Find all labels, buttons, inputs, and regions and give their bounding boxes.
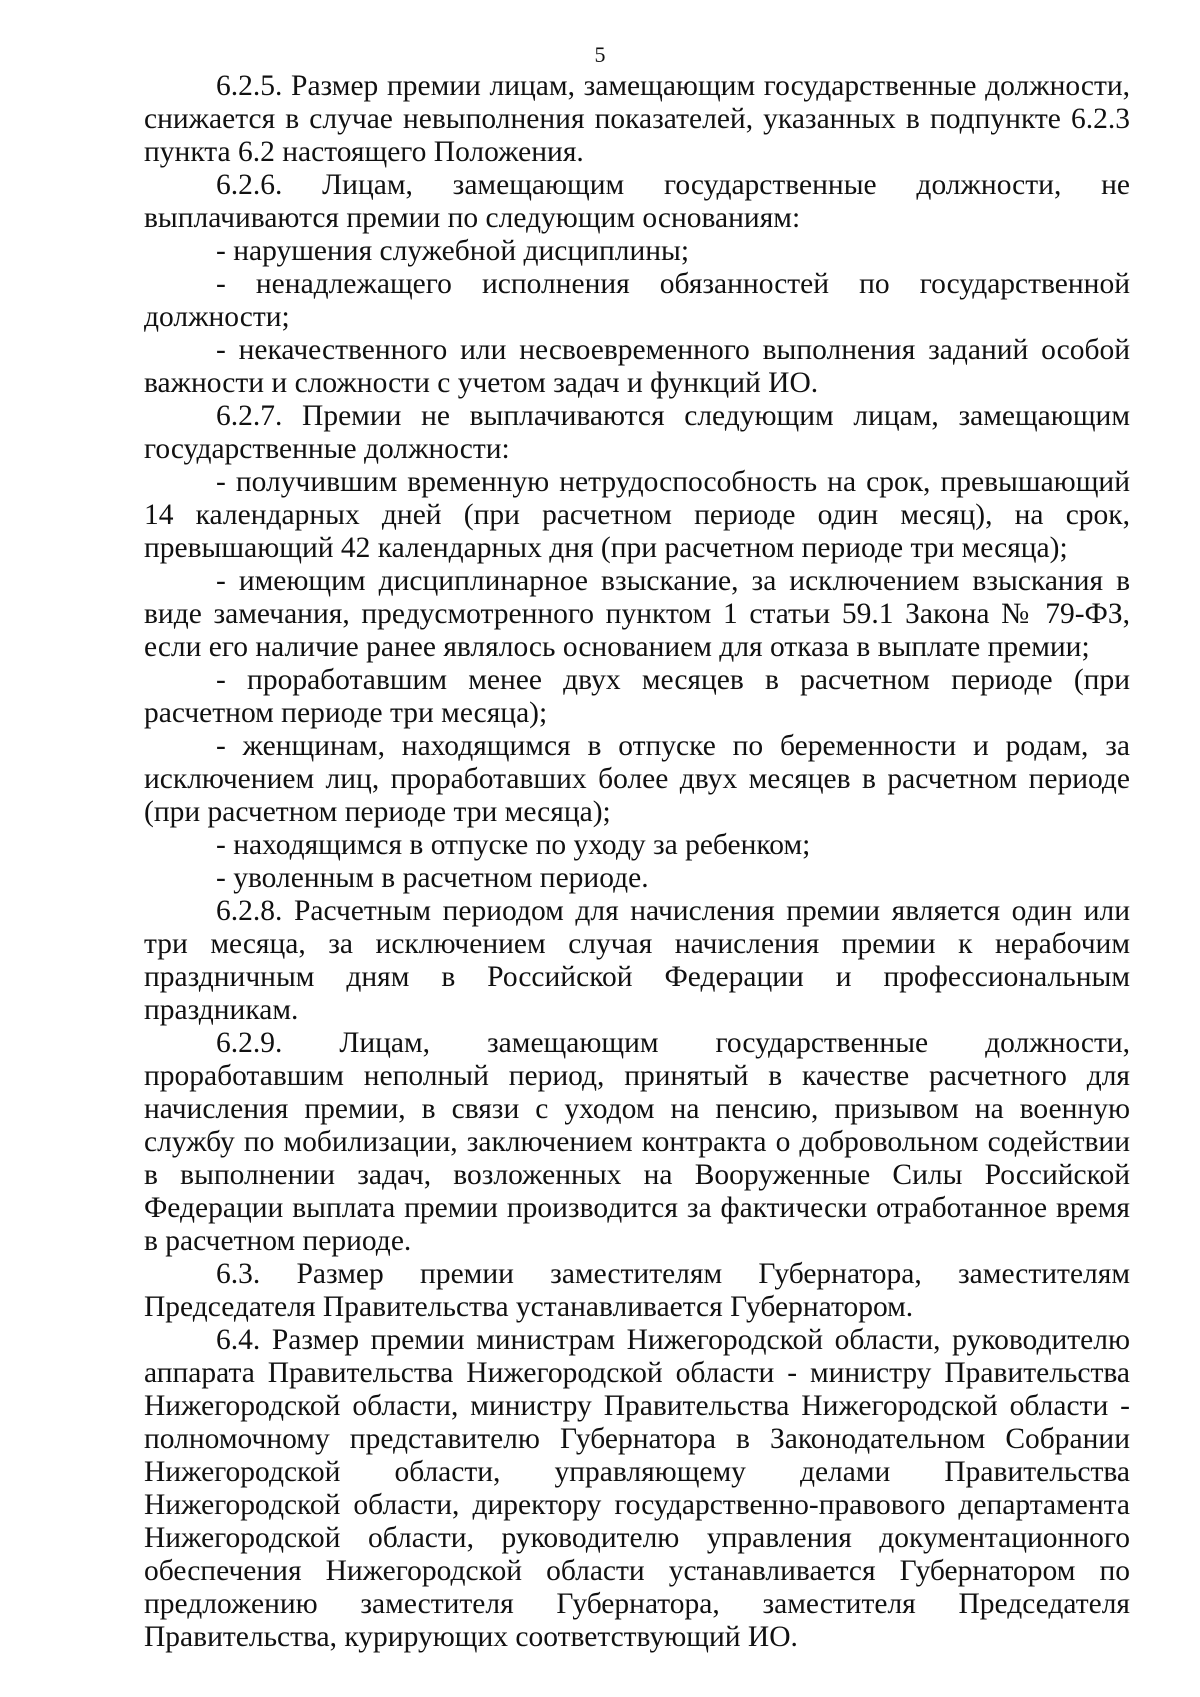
paragraph-6-2-5: 6.2.5. Размер премии лицам, замещающим государственные должности, снижается в случае невыполнения показателей, указанных в подпункте 6.2.3 пункта 6.2 настоящего Положения. (144, 70, 1130, 168)
list-item: - имеющим дисциплинарное взыскание, за исключением взыскания в виде замечания, предусмотренного пунктом 1 статьи 59.1 Закона № 79-ФЗ, если его наличие ранее являлось основанием для отказа в выплате премии; (144, 565, 1130, 663)
list-item: - ненадлежащего исполнения обязанностей по государственной должности; (144, 268, 1130, 333)
list-item: - женщинам, находящимся в отпуске по беременности и родам, за исключением лиц, проработавших более двух месяцев в расчетном периоде (при расчетном периоде три месяца); (144, 730, 1130, 828)
list-item: - некачественного или несвоевременного выполнения заданий особой важности и сложности с учетом задач и функций ИО. (144, 334, 1130, 399)
paragraph-6-3: 6.3. Размер премии заместителям Губернатора, заместителям Председателя Правительства устанавливается Губернатором. (144, 1258, 1130, 1323)
paragraph-6-2-6: 6.2.6. Лицам, замещающим государственные должности, не выплачиваются премии по следующим основаниям: (144, 169, 1130, 234)
paragraph-6-2-9: 6.2.9. Лицам, замещающим государственные должности, проработавшим неполный период, принятый в качестве расчетного для начисления премии, в связи с уходом на пенсию, призывом на военную службу по мобилизации, заключением контракта о добровольном содействии в выполнении задач, возложенных на Вооруженные Силы Российской Федерации выплата премии производится за фактически отработанное время в расчетном периоде. (144, 1027, 1130, 1257)
paragraph-6-4: 6.4. Размер премии министрам Нижегородской области, руководителю аппарата Правительства Нижегородской области - министру Правительства Нижегородской области, министру Правительства Нижегородской области - полномочному представителю Губернатора в Законодательном Собрании Нижегородской области, управляющему делами Правительства Нижегородской области, директору государственно-правового департамента Нижегородской области, руководителю управления документационного обеспечения Нижегородской области устанавливается Губернатором по предложению заместителя Губернатора, заместителя Председателя Правительства, курирующих соответствующий ИО. (144, 1324, 1130, 1653)
list-item: - находящимся в отпуске по уходу за ребенком; (216, 829, 811, 861)
list-item: - проработавшим менее двух месяцев в расчетном периоде (при расчетном периоде три месяца); (144, 664, 1130, 729)
paragraph-6-2-8: 6.2.8. Расчетным периодом для начисления премии является один или три месяца, за исключением случая начисления премии к нерабочим праздничным дням в Российской Федерации и профессиональным праздникам. (144, 895, 1130, 1026)
document-body (144, 70, 1130, 1654)
list-item: - уволенным в расчетном периоде. (216, 862, 649, 894)
paragraph-6-2-7: 6.2.7. Премии не выплачиваются следующим лицам, замещающим государственные должности: (144, 400, 1130, 465)
page-number: 5 (594, 42, 606, 67)
list-item: - нарушения служебной дисциплины; (216, 235, 690, 267)
list-item: - получившим временную нетрудоспособность на срок, превышающий 14 календарных дней (при расчетном периоде один месяц), на срок, превышающий 42 календарных дня (при расчетном периоде три месяца); (144, 466, 1130, 564)
